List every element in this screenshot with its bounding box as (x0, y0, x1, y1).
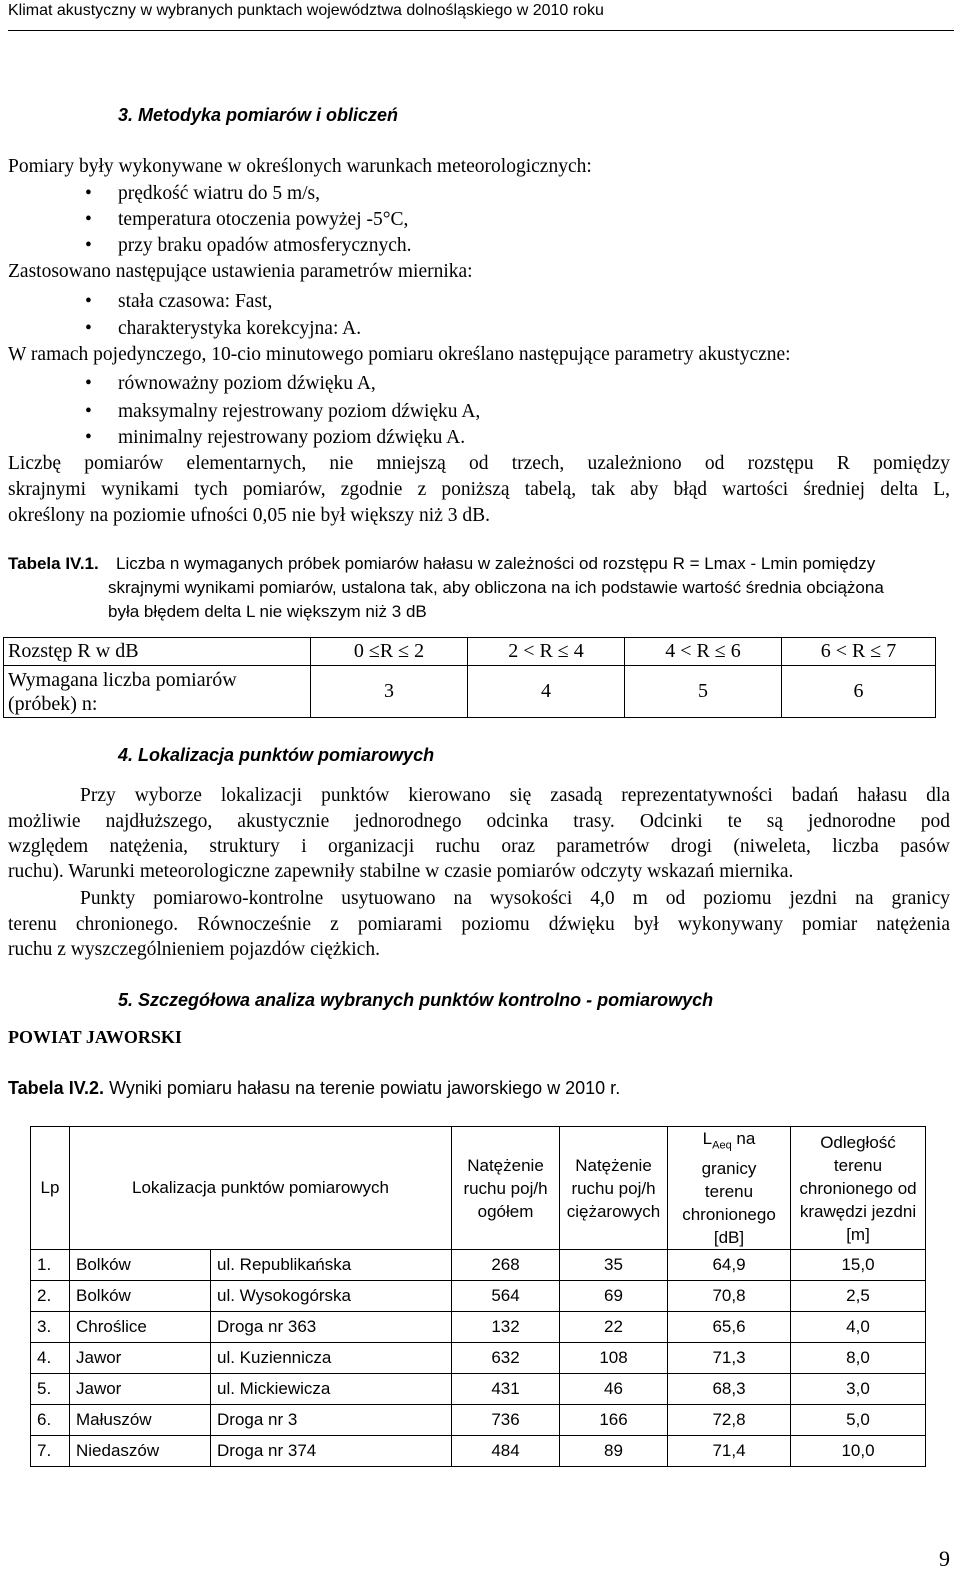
table-cell-laeq: 68,3 (668, 1374, 791, 1405)
table-cell-heavy: 89 (560, 1436, 668, 1467)
table2-caption-text: Wyniki pomiaru hałasu na terenie powiatu jaworskiego w 2010 r. (109, 1078, 621, 1098)
table-cell: Rozstęp R w dB (4, 638, 311, 666)
bullet-icon: • (85, 373, 92, 394)
table-cell-heavy: 69 (560, 1281, 668, 1312)
paragraph-line: ruchu). Warunki meteorologiczne zapewniły stabilne w czasie pomiarów odczyty wskazań miernika. (8, 861, 794, 882)
header-cell-heavy: Natężenie ruchu poj/h ciężarowych (560, 1127, 668, 1250)
table-cell-street: Droga nr 363 (211, 1312, 452, 1343)
paragraph-line: Punkty pomiarowo-kontrolne usytuowano na wysokości 4,0 m od poziomu jezdni na granicy (80, 888, 950, 909)
table-cell: 4 (468, 666, 625, 718)
sample-count-table (3, 637, 936, 718)
table-cell-dist: 4,0 (791, 1312, 926, 1343)
table-cell-lp: 6. (31, 1405, 70, 1436)
table-cell: 3 (311, 666, 468, 718)
table-header-row (31, 1127, 926, 1250)
table-cell-lp: 7. (31, 1436, 70, 1467)
list-item: • maksymalny rejestrowany poziom dźwięku A, (118, 399, 480, 425)
settings-intro: Zastosowano następujące ustawienia parametrów miernika: (8, 261, 473, 282)
table-row (31, 1281, 926, 1312)
table-cell-lp: 1. (31, 1250, 70, 1281)
paragraph-line: ruchu z wyszczególnieniem pojazdów ciężkich. (8, 939, 380, 960)
header-divider (8, 30, 954, 31)
table-cell-total: 484 (452, 1436, 560, 1467)
table-cell-street: ul. Republikańska (211, 1250, 452, 1281)
table-row (4, 638, 936, 666)
section-3-title: 3. Metodyka pomiarów i obliczeń (118, 105, 399, 125)
table-cell-lp: 5. (31, 1374, 70, 1405)
bullet-icon: • (85, 209, 92, 230)
table-cell-laeq: 72,8 (668, 1405, 791, 1436)
table-cell-lp: 3. (31, 1312, 70, 1343)
list-item: • charakterystyka korekcyjna: A. (118, 316, 361, 342)
table-cell-dist: 5,0 (791, 1405, 926, 1436)
table-cell-laeq: 64,9 (668, 1250, 791, 1281)
table-cell-town: Bolków (70, 1281, 211, 1312)
table-row (31, 1343, 926, 1374)
header-cell-total: Natężenie ruchu poj/h ogółem (452, 1127, 560, 1250)
table-cell-town: Małuszów (70, 1405, 211, 1436)
header-cell-location: Lokalizacja punktów pomiarowych (70, 1127, 452, 1250)
table2-caption-label: Tabela IV.2. (8, 1078, 105, 1098)
list-item: • minimalny rejestrowany poziom dźwięku A. (118, 425, 465, 451)
list-item: • równoważny poziom dźwięku A, (118, 371, 376, 397)
table-row (31, 1250, 926, 1281)
table-cell-laeq: 65,6 (668, 1312, 791, 1343)
bullet-icon: • (85, 183, 92, 204)
row-label-line: Wymagana liczba pomiarów (8, 668, 237, 691)
table-cell-street: Droga nr 374 (211, 1436, 452, 1467)
table-cell-total: 431 (452, 1374, 560, 1405)
conditions-intro: Pomiary były wykonywane w określonych warunkach meteorologicznych: (8, 156, 592, 177)
table-cell-total: 268 (452, 1250, 560, 1281)
table-row (31, 1405, 926, 1436)
paragraph-line: skrajnymi wynikami tych pomiarów, zgodnie z poniższą tabelą, tak aby błąd wartości średniej delta L, (8, 479, 950, 500)
table-cell-dist: 10,0 (791, 1436, 926, 1467)
table-cell (4, 666, 311, 718)
paragraph-line: określony na poziomie ufności 0,05 nie był większy niż 3 dB. (8, 505, 490, 526)
section-4-title: 4. Lokalizacja punktów pomiarowych (118, 745, 435, 765)
running-header: Klimat akustyczny w wybranych punktach województwa dolnośląskiego w 2010 roku (8, 2, 604, 19)
table-cell-total: 132 (452, 1312, 560, 1343)
table-row (31, 1374, 926, 1405)
table-cell-heavy: 22 (560, 1312, 668, 1343)
table-cell-dist: 8,0 (791, 1343, 926, 1374)
table-cell-heavy: 35 (560, 1250, 668, 1281)
table-cell-heavy: 108 (560, 1343, 668, 1374)
params-intro: W ramach pojedynczego, 10-cio minutowego pomiaru określano następujące parametry akustyczne: (8, 344, 791, 365)
paragraph-line: Przy wyborze lokalizacji punktów kierowano się zasadą reprezentatywności badań hałasu dla (80, 785, 950, 806)
table-cell-lp: 4. (31, 1343, 70, 1374)
table1-caption-line: skrajnymi wynikami pomiarów, ustalona tak, aby obliczona na ich podstawie wartość średnia obciążona (108, 578, 884, 597)
table-row (31, 1436, 926, 1467)
table-cell-street: Droga nr 3 (211, 1405, 452, 1436)
page-number: 9 (939, 1546, 950, 1571)
table2-caption (8, 1078, 620, 1099)
paragraph-line: terenu chronionego. Równocześnie z pomiarami poziomu dźwięku był wykonywany pomiar natężenia (8, 914, 950, 935)
table-cell-dist: 2,5 (791, 1281, 926, 1312)
table-cell-heavy: 166 (560, 1405, 668, 1436)
list-item: • temperatura otoczenia powyżej -5°C, (118, 207, 408, 233)
table-cell-town: Bolków (70, 1250, 211, 1281)
table-row (4, 666, 936, 718)
table-cell-total: 564 (452, 1281, 560, 1312)
table-cell-laeq: 71,3 (668, 1343, 791, 1374)
list-item: • przy braku opadów atmosferycznych. (118, 233, 411, 259)
table-cell-town: Chroślice (70, 1312, 211, 1343)
table-cell-laeq: 70,8 (668, 1281, 791, 1312)
table-cell-total: 632 (452, 1343, 560, 1374)
table-cell-town: Jawor (70, 1374, 211, 1405)
table-cell: 0 ≤R ≤ 2 (311, 638, 468, 666)
section-5-title: 5. Szczegółowa analiza wybranych punktów kontrolno - pomiarowych (118, 990, 714, 1010)
list-item: • prędkość wiatru do 5 m/s, (118, 181, 320, 207)
bullet-icon: • (85, 291, 92, 312)
table-cell-town: Jawor (70, 1343, 211, 1374)
table-cell-heavy: 46 (560, 1374, 668, 1405)
list-item: • stała czasowa: Fast, (118, 289, 272, 315)
table-cell-town: Niedaszów (70, 1436, 211, 1467)
table-cell-dist: 15,0 (791, 1250, 926, 1281)
district-subtitle: POWIAT JAWORSKI (8, 1027, 182, 1047)
table1-caption-label: Tabela IV.1. (8, 554, 99, 573)
paragraph-line: Liczbę pomiarów elementarnych, nie mniejszą od trzech, uzależniono od rozstępu R pomiędzy (8, 453, 950, 474)
header-cell-lp: Lp (31, 1127, 70, 1250)
table-cell-street: ul. Mickiewicza (211, 1374, 452, 1405)
table-cell: 4 < R ≤ 6 (625, 638, 782, 666)
table-cell-lp: 2. (31, 1281, 70, 1312)
table-cell-street: ul. Wysokogórska (211, 1281, 452, 1312)
header-cell-laeq: $L_{Aeq}$ na granicy terenu chronionego [dB] (668, 1127, 791, 1250)
noise-results-table (30, 1126, 926, 1467)
header-cell-distance: Odległość terenu chronionego od krawędzi jezdni [m] (791, 1127, 926, 1250)
bullet-icon: • (85, 401, 92, 422)
bullet-icon: • (85, 235, 92, 256)
table-cell: 2 < R ≤ 4 (468, 638, 625, 666)
table-row (31, 1312, 926, 1343)
table-cell-total: 736 (452, 1405, 560, 1436)
table-cell-dist: 3,0 (791, 1374, 926, 1405)
table-cell-street: ul. Kuziennicza (211, 1343, 452, 1374)
table-cell: 6 (782, 666, 936, 718)
bullet-icon: • (85, 318, 92, 339)
table1-caption-line: Liczba n wymaganych próbek pomiarów hałasu w zależności od rozstępu R = Lmax - Lmin pomiędzy (116, 554, 876, 573)
paragraph-line: możliwie najdłuższego, akustycznie jednorodnego odcinka trasy. Odcinki te są jednorodne pod (8, 811, 950, 832)
table-cell-laeq: 71,4 (668, 1436, 791, 1467)
bullet-icon: • (85, 427, 92, 448)
paragraph-line: względem natężenia, struktury i organizacji ruchu oraz parametrów drogi (niweleta, liczba pasów (8, 836, 950, 857)
table-cell: 6 < R ≤ 7 (782, 638, 936, 666)
table1-caption-line: była błędem delta L nie większym niż 3 dB (108, 602, 427, 621)
table-cell: 5 (625, 666, 782, 718)
row-label-line: (próbek) n: (8, 692, 98, 715)
